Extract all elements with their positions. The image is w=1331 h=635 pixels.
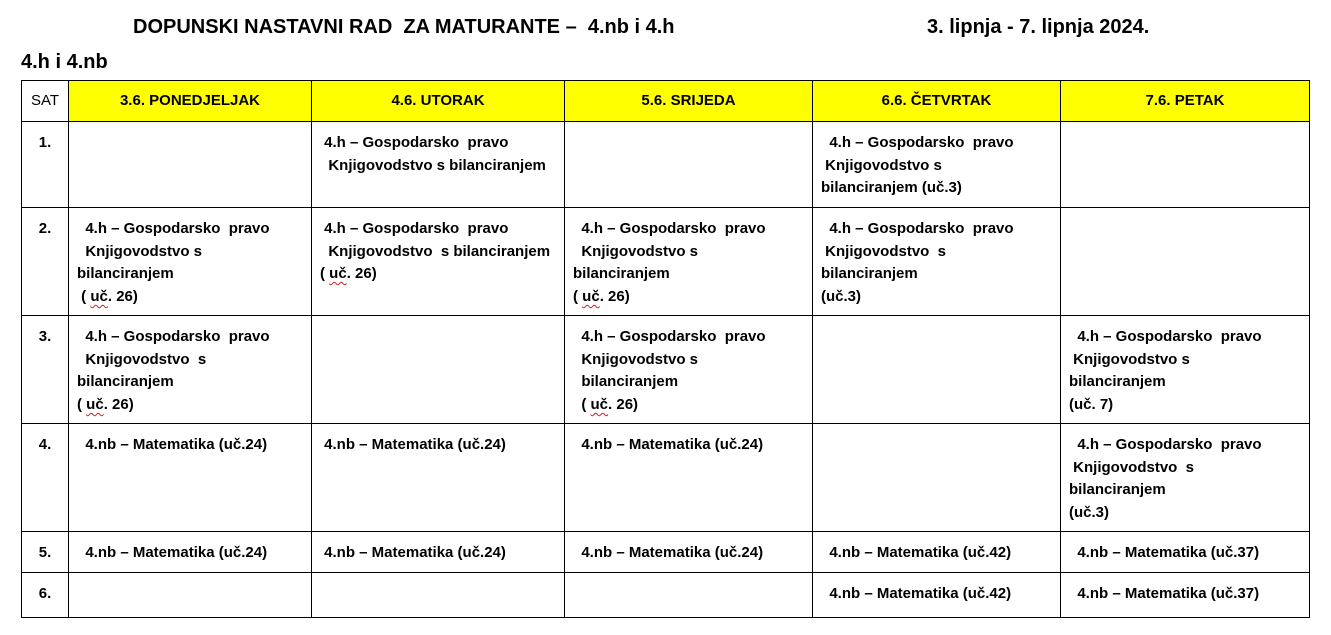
column-header-thursday: 6.6. ČETVRTAK <box>813 81 1061 122</box>
table-row <box>22 316 1310 424</box>
lesson-text-line: Knjigovodstvo s <box>821 242 947 260</box>
document-title: DOPUNSKI NASTAVNI RAD ZA MATURANTE – 4.nb i 4.h <box>133 16 675 38</box>
schedule-cell-tuesday <box>312 424 565 532</box>
schedule-cell-thursday <box>813 573 1061 618</box>
schedule-cell-monday <box>69 532 312 573</box>
lesson-text-line: Knjigovodstvo s <box>1069 458 1195 476</box>
lesson-text-line: ( uč. 26) <box>77 287 138 305</box>
hour-number: 1. <box>22 122 69 208</box>
schedule-cell-thursday <box>813 532 1061 573</box>
lesson-text-line: 4.nb – Matematika (uč.42) <box>821 585 1012 602</box>
schedule-cell-tuesday <box>312 532 565 573</box>
schedule-cell-monday <box>69 316 312 424</box>
schedule-cell-friday <box>1061 208 1310 316</box>
lesson-text-line: Knjigovodstvo s <box>1069 350 1190 368</box>
schedule-cell-thursday <box>813 208 1061 316</box>
schedule-cell-tuesday <box>312 122 565 208</box>
lesson-text-line: ( uč. 26) <box>573 395 639 413</box>
column-header-wednesday: 5.6. SRIJEDA <box>565 81 813 122</box>
schedule-cell-friday <box>1061 316 1310 424</box>
schedule-cell-thursday <box>813 122 1061 208</box>
lesson-text-line: (uč. 7) <box>1069 395 1114 413</box>
lesson-text-line: 4.nb – Matematika (uč.24) <box>573 436 764 453</box>
lesson-text-line: 4.h – Gospodarsko pravo <box>573 220 766 237</box>
lesson-text-line: 4.h – Gospodarsko pravo <box>821 134 1014 151</box>
hour-number: 4. <box>22 424 69 532</box>
table-row <box>22 573 1310 618</box>
lesson-text-line: ( uč. 26) <box>320 265 377 283</box>
lesson-text-line: 4.h – Gospodarsko pravo <box>1069 436 1262 453</box>
class-subtitle: 4.h i 4.nb <box>21 51 108 73</box>
lesson-text-line: 4.h – Gospodarsko pravo <box>77 328 270 345</box>
lesson-text-line: bilanciranjem <box>573 265 670 283</box>
schedule-cell-friday <box>1061 424 1310 532</box>
column-header-tuesday: 4.6. UTORAK <box>312 81 565 122</box>
schedule-cell-wednesday <box>565 424 813 532</box>
schedule-cell-monday <box>69 122 312 208</box>
table-row <box>22 122 1310 208</box>
header-row <box>22 81 1310 122</box>
table-row <box>22 424 1310 532</box>
schedule-cell-wednesday <box>565 532 813 573</box>
schedule-cell-monday <box>69 424 312 532</box>
lesson-text-line: Knjigovodstvo s bilanciranjem <box>320 242 551 260</box>
schedule-cell-thursday <box>813 316 1061 424</box>
lesson-text-line: ( uč. 26) <box>573 287 630 305</box>
column-header-monday: 3.6. PONEDJELJAK <box>69 81 312 122</box>
schedule-cell-friday <box>1061 122 1310 208</box>
schedule-cell-wednesday <box>565 208 813 316</box>
schedule-cell-friday <box>1061 573 1310 618</box>
lesson-text-line: Knjigovodstvo s <box>573 242 699 260</box>
lesson-text-line: 4.h – Gospodarsko pravo <box>320 220 509 237</box>
schedule-cell-wednesday <box>565 122 813 208</box>
schedule-cell-monday <box>69 208 312 316</box>
schedule-table <box>21 80 1310 618</box>
lesson-text-line: 4.nb – Matematika (uč.24) <box>77 544 268 561</box>
schedule-cell-tuesday <box>312 208 565 316</box>
lesson-text-line: ( uč. 26) <box>77 395 134 413</box>
lesson-text-line: 4.nb – Matematika (uč.24) <box>77 436 268 453</box>
lesson-text-line: bilanciranjem <box>1069 481 1166 499</box>
lesson-text-line: (uč.3) <box>821 287 862 305</box>
column-header-sat: SAT <box>22 81 69 122</box>
lesson-text-line: bilanciranjem <box>1069 373 1166 391</box>
schedule-cell-tuesday <box>312 316 565 424</box>
lesson-text-line: bilanciranjem <box>77 265 174 283</box>
lesson-text-line: (uč.3) <box>1069 503 1110 521</box>
lesson-text-line: 4.h – Gospodarsko pravo <box>77 220 270 237</box>
lesson-text-line: 4.nb – Matematika (uč.42) <box>821 544 1012 561</box>
lesson-text-line: bilanciranjem (uč.3) <box>821 179 962 197</box>
lesson-text-line: 4.nb – Matematika (uč.24) <box>573 544 764 561</box>
schedule-cell-tuesday <box>312 573 565 618</box>
schedule-cell-thursday <box>813 424 1061 532</box>
lesson-text-line: Knjigovodstvo s <box>77 350 207 368</box>
lesson-text-line: Knjigovodstvo s <box>821 156 942 174</box>
lesson-text-line: 4.h – Gospodarsko pravo <box>320 134 509 151</box>
hour-number: 6. <box>22 573 69 618</box>
column-header-friday: 7.6. PETAK <box>1061 81 1310 122</box>
lesson-text-line: Knjigovodstvo s <box>573 350 699 368</box>
schedule-cell-wednesday <box>565 316 813 424</box>
schedule-cell-wednesday <box>565 573 813 618</box>
schedule-cell-monday <box>69 573 312 618</box>
date-range: 3. lipnja - 7. lipnja 2024. <box>927 16 1150 38</box>
lesson-text-line: bilanciranjem <box>573 373 679 391</box>
lesson-text-line: Knjigovodstvo s <box>77 242 203 260</box>
hour-number: 2. <box>22 208 69 316</box>
lesson-text-line: 4.nb – Matematika (uč.37) <box>1069 544 1260 561</box>
schedule-cell-friday <box>1061 532 1310 573</box>
lesson-text-line: bilanciranjem <box>77 373 174 391</box>
lesson-text-line: Knjigovodstvo s bilanciranjem <box>320 156 546 174</box>
lesson-text-line: 4.h – Gospodarsko pravo <box>1069 328 1262 345</box>
lesson-text-line: 4.nb – Matematika (uč.24) <box>320 436 506 453</box>
lesson-text-line: bilanciranjem <box>821 265 918 283</box>
lesson-text-line: 4.nb – Matematika (uč.24) <box>320 544 506 561</box>
hour-number: 3. <box>22 316 69 424</box>
lesson-text-line: 4.h – Gospodarsko pravo <box>573 328 766 345</box>
lesson-text-line: 4.h – Gospodarsko pravo <box>821 220 1014 237</box>
table-row <box>22 532 1310 573</box>
lesson-text-line: 4.nb – Matematika (uč.37) <box>1069 585 1260 602</box>
hour-number: 5. <box>22 532 69 573</box>
table-row <box>22 208 1310 316</box>
